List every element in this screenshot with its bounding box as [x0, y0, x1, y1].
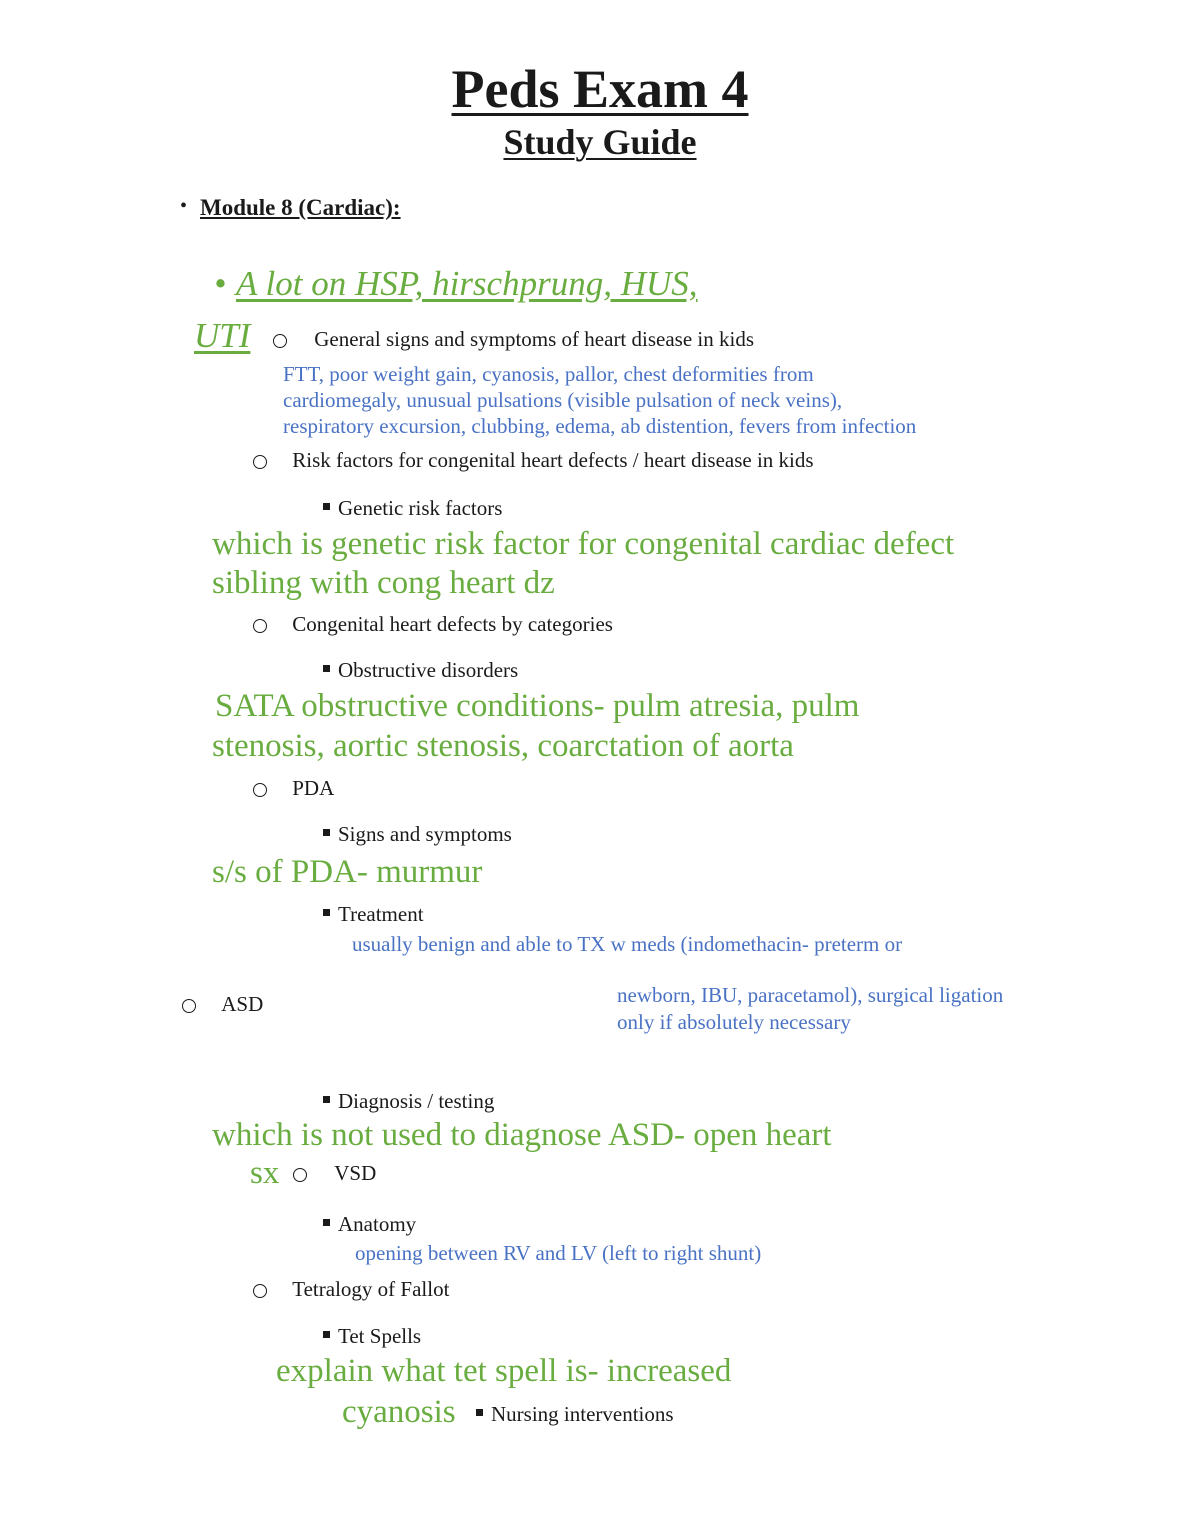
- note-line-1: A lot on HSP, hirschprung, HUS,: [236, 264, 698, 303]
- answer-asd-dx-1: which is not used to diagnose ASD- open heart: [212, 1117, 832, 1153]
- module-heading: Module 8 (Cardiac):: [200, 195, 401, 220]
- circle-bullet-icon: [253, 455, 267, 469]
- sub-item-nursing: Nursing interventions: [476, 1404, 674, 1425]
- square-bullet-icon: [323, 1096, 330, 1103]
- square-bullet-icon: [323, 829, 330, 836]
- page-subtitle: Study Guide: [503, 122, 697, 162]
- square-bullet-icon: [323, 665, 330, 672]
- answer-vsd-anatomy: opening between RV and LV (left to right shunt): [355, 1241, 762, 1265]
- square-bullet-icon: [476, 1409, 483, 1416]
- sub-item-genetic: Genetic risk factors: [323, 498, 502, 519]
- answer-tet-1: explain what tet spell is- increased: [276, 1353, 732, 1389]
- outline-item-general: General signs and symptoms of heart disease in kids: [273, 329, 754, 350]
- module-bullet: •: [180, 195, 188, 217]
- outline-item-categories: Congenital heart defects by categories: [253, 614, 613, 635]
- answer-general-2: cardiomegaly, unusual pulsations (visible pulsation of neck veins),: [283, 388, 843, 412]
- sub-item-tet: Tet Spells: [323, 1326, 421, 1347]
- circle-bullet-icon: [273, 334, 287, 348]
- circle-bullet-icon: [253, 619, 267, 633]
- circle-bullet-icon: [253, 783, 267, 797]
- answer-general-3: respiratory excursion, clubbing, edema, ab distention, fevers from infection: [283, 414, 917, 438]
- answer-genetic-2: sibling with cong heart dz: [212, 565, 555, 601]
- page-title: Peds Exam 4: [451, 59, 749, 119]
- circle-bullet-icon: [182, 999, 196, 1013]
- answer-tet-2: cyanosis: [342, 1394, 456, 1430]
- answer-pda-tx-3: only if absolutely necessary: [617, 1010, 851, 1034]
- sub-item-pda-tx: Treatment: [323, 904, 424, 925]
- sub-item-obstructive: Obstructive disorders: [323, 660, 518, 681]
- answer-asd-dx-2: sx: [250, 1155, 280, 1191]
- note-line-2: UTI: [194, 316, 251, 355]
- answer-obstructive-2: stenosis, aortic stenosis, coarctation of aorta: [212, 728, 794, 764]
- answer-genetic-1: which is genetic risk factor for congenital cardiac defect: [212, 526, 955, 562]
- square-bullet-icon: [323, 1219, 330, 1226]
- answer-pda-ss: s/s of PDA- murmur: [212, 854, 483, 890]
- square-bullet-icon: [323, 909, 330, 916]
- answer-obstructive-1: SATA obstructive conditions- pulm atresia, pulm: [215, 688, 860, 724]
- answer-pda-tx-2: newborn, IBU, paracetamol), surgical ligation: [617, 983, 1004, 1007]
- sub-item-pda-ss: Signs and symptoms: [323, 824, 512, 845]
- outline-item-pda: PDA: [253, 778, 334, 799]
- outline-item-risk: Risk factors for congenital heart defects / heart disease in kids: [253, 450, 814, 471]
- sub-item-vsd-anatomy: Anatomy: [323, 1214, 416, 1235]
- sub-item-asd-dx: Diagnosis / testing: [323, 1091, 494, 1112]
- circle-bullet-icon: [293, 1168, 307, 1182]
- note-bullet: •: [214, 264, 227, 303]
- answer-pda-tx-1: usually benign and able to TX w meds (indomethacin- preterm or: [352, 932, 903, 956]
- circle-bullet-icon: [253, 1284, 267, 1298]
- outline-item-tof: Tetralogy of Fallot: [253, 1279, 449, 1300]
- square-bullet-icon: [323, 503, 330, 510]
- square-bullet-icon: [323, 1331, 330, 1338]
- outline-item-vsd: VSD: [293, 1163, 376, 1184]
- answer-general-1: FTT, poor weight gain, cyanosis, pallor, chest deformities from: [283, 362, 814, 386]
- outline-item-asd: ASD: [182, 994, 263, 1015]
